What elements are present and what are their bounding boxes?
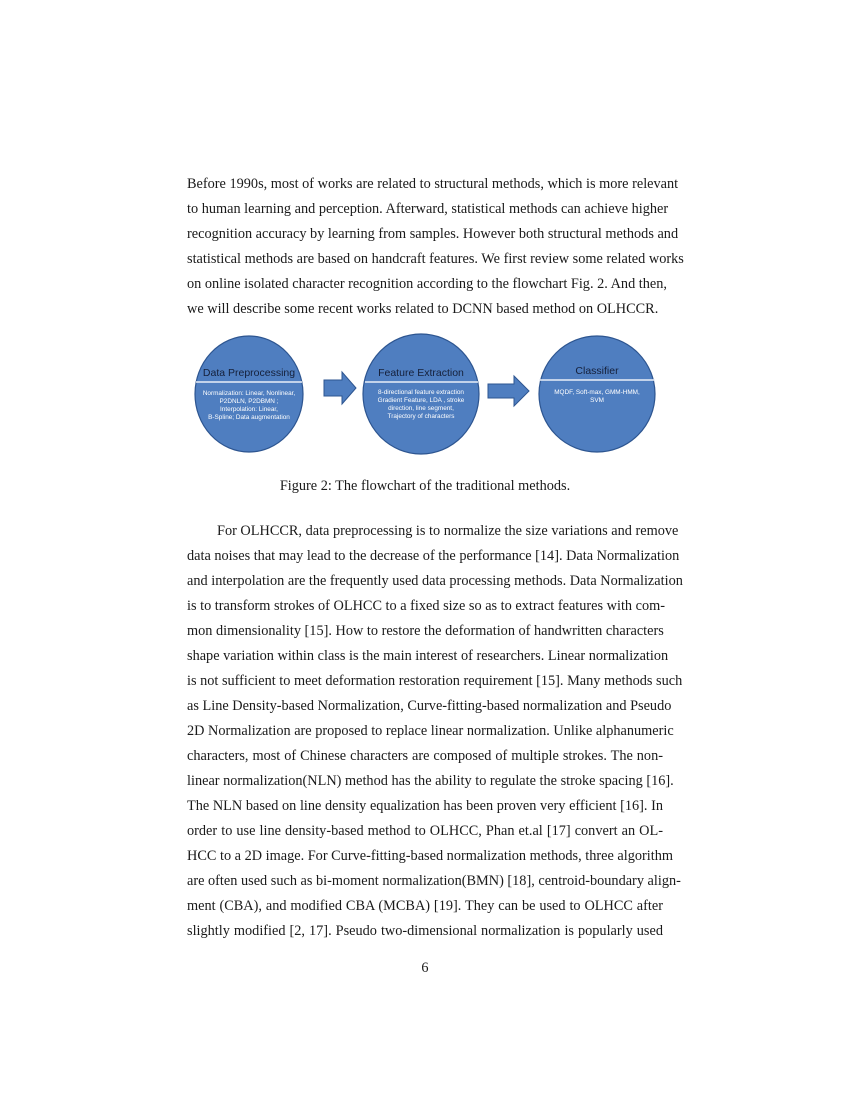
node-text: MQDF, Soft-max, GMM-HMM,: [554, 389, 640, 396]
node-text: Normalization: Linear, Nonlinear,: [202, 390, 296, 397]
text-line: is not sufficient to meet deformation restoration requirement [15]. Many methods such: [187, 673, 683, 689]
text-line: 2D Normalization are proposed to replace linear normalization. Unlike alphanumeric: [187, 723, 674, 739]
flow-arrow-icon: [488, 376, 529, 406]
page-number: 6: [421, 960, 429, 976]
text-line: as Line Density-based Normalization, Curve-fitting-based normalization and Pseudo: [187, 698, 672, 714]
text-line: linear normalization(NLN) method has the ability to regulate the stroke spacing [16].: [187, 773, 674, 789]
text-line: For OLHCCR, data preprocessing is to normalize the size variations and remove: [217, 523, 679, 539]
node-text: Trajectory of characters: [387, 413, 455, 420]
text-line: slightly modified [2, 17]. Pseudo two-dimensional normalization is popularly used: [187, 923, 663, 939]
text-line: HCC to a 2D image. For Curve-fitting-based normalization methods, three algorithm: [187, 848, 673, 864]
text-line: statistical methods are based on handcraft features. We first review some related works: [187, 251, 684, 267]
node-text: Gradient Feature, LDA , stroke: [377, 397, 465, 404]
text-line: characters, most of Chinese characters are composed of multiple strokes. The non-: [187, 748, 663, 764]
text-line: is to transform strokes of OLHCC to a fixed size so as to extract features with com-: [187, 598, 666, 614]
text-line: shape variation within class is the main interest of researchers. Linear normalization: [187, 648, 669, 664]
node-title: Data Preprocessing: [202, 367, 296, 379]
node-text: P2DNLN, P2DBMN ;: [219, 398, 279, 405]
text-line: and interpolation are the frequently used data processing methods. Data Normalization: [187, 573, 683, 589]
text-line: order to use line density-based method to OLHCC, Phan et.al [17] convert an OL-: [187, 823, 663, 839]
flow-arrow-icon: [324, 372, 356, 404]
text-line: are often used such as bi-moment normalization(BMN) [18], centroid-boundary align-: [187, 873, 681, 889]
text-line: ment (CBA), and modified CBA (MCBA) [19]. They can be used to OLHCC after: [187, 898, 663, 914]
paragraph-intro: [187, 172, 684, 322]
text-line: to human learning and perception. Afterward, statistical methods can achieve higher: [187, 201, 669, 217]
text-line: we will describe some recent works related to DCNN based method on OLHCCR.: [187, 301, 659, 317]
text-line: recognition accuracy by learning from samples. However both structural methods and: [187, 226, 679, 242]
node-title: Feature Extraction: [378, 367, 464, 379]
node-text: SVM: [590, 397, 604, 404]
figure-caption: Figure 2: The flowchart of the traditional methods.: [279, 478, 571, 494]
flow-node-classifier: [539, 336, 655, 452]
paragraph-preprocessing: [187, 519, 683, 944]
text-line: mon dimensionality [15]. How to restore the deformation of handwritten characters: [187, 623, 664, 639]
node-text: Interpolation: Linear,: [220, 406, 278, 413]
flow-node-data-preprocessing: [195, 336, 303, 452]
text-line: Before 1990s, most of works are related to structural methods, which is more relevant: [187, 176, 679, 192]
text-line: The NLN based on line density equalization has been proven very efficient [16]. In: [187, 798, 663, 814]
node-text: direction, line segment,: [388, 405, 454, 412]
text-line: on online isolated character recognition according to the flowchart Fig. 2. And then,: [187, 276, 667, 292]
node-title: Classifier: [575, 365, 619, 377]
flow-node-feature-extraction: [363, 334, 479, 454]
flowchart-figure: [193, 332, 663, 458]
node-text: B-Spline; Data augmentation: [208, 414, 290, 421]
node-text: 8-directional feature extraction: [378, 389, 464, 396]
text-line: data noises that may lead to the decrease of the performance [14]. Data Normalization: [187, 548, 680, 564]
